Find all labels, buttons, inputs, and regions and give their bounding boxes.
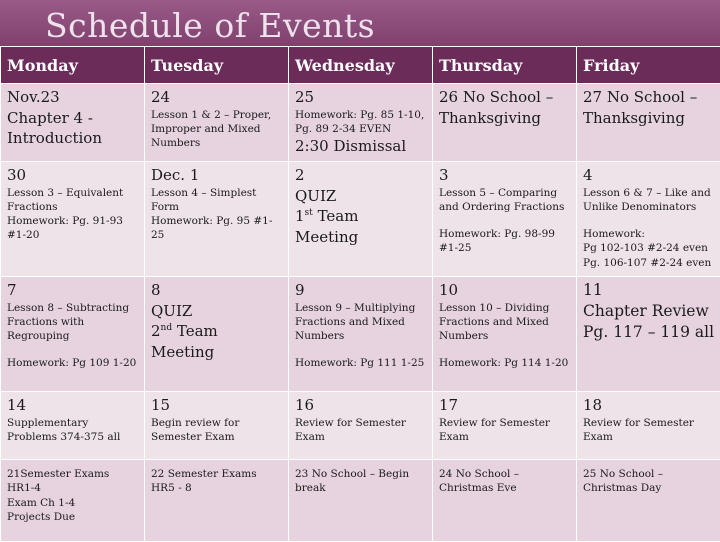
day-cell: [289, 277, 433, 392]
cell-note: Supplementary Problems 374-375 all: [7, 416, 139, 445]
day-cell: [145, 460, 289, 542]
cell-date: 17: [439, 395, 571, 416]
cell-date: 2: [295, 165, 427, 186]
cell-note: Review for Semester Exam: [439, 416, 571, 445]
day-cell: [1, 277, 145, 392]
cell-date: 3: [439, 165, 571, 186]
day-cell: [289, 162, 433, 277]
cell-date: 16: [295, 395, 427, 416]
cell-note: 25 No School – Christmas Day: [583, 467, 715, 496]
cell-note: Lesson 1 & 2 – Proper, Improper and Mixed Numbers: [151, 108, 283, 151]
cell-meeting: Meeting: [295, 227, 427, 248]
cell-note: Lesson 3 – Equivalent Fractions Homework: Pg. 91-93 #1-20: [7, 186, 139, 243]
week-row: [1, 84, 720, 162]
page-title: Schedule of Events: [45, 6, 375, 45]
cell-date: 14: [7, 395, 139, 416]
cell-homework: Homework: Pg 111 1-25: [295, 356, 427, 370]
day-cell: [145, 392, 289, 460]
week-row: [1, 277, 720, 392]
cell-date: 18: [583, 395, 715, 416]
week-row: [1, 162, 720, 277]
cell-note: Review for Semester Exam: [295, 416, 427, 445]
day-cell: [289, 84, 433, 162]
day-cell: [433, 277, 577, 392]
cell-homework: Homework: Pg. 98-99 #1-25: [439, 227, 571, 256]
cell-date: 24: [151, 87, 283, 108]
cell-date: 15: [151, 395, 283, 416]
cell-heading: Nov.23 Chapter 4 - Introduction: [7, 87, 139, 149]
cell-homework: Homework: Pg 102-103 #2-24 even Pg. 106-107 #2-24 even: [583, 227, 715, 270]
cell-date: 8: [151, 280, 283, 301]
cell-note: Lesson 6 & 7 – Like and Unlike Denominators: [583, 186, 715, 215]
day-cell: [433, 460, 577, 542]
cell-date: 9: [295, 280, 427, 301]
cell-date: 25: [295, 87, 427, 108]
header-monday: Monday: [1, 47, 145, 84]
day-cell: [577, 277, 720, 392]
day-cell: [1, 460, 145, 542]
cell-date: 10: [439, 280, 571, 301]
cell-note: Homework: Pg. 85 1-10, Pg. 89 2-34 EVEN: [295, 108, 427, 137]
header-wednesday: Wednesday: [289, 47, 433, 84]
cell-note: 24 No School – Christmas Eve: [439, 467, 571, 496]
day-cell: [145, 162, 289, 277]
cell-note: 22 Semester Exams HR5 - 8: [151, 467, 283, 496]
header-tuesday: Tuesday: [145, 47, 289, 84]
cell-date: 4: [583, 165, 715, 186]
cell-team: 2nd Team: [151, 321, 283, 342]
week-row: [1, 392, 720, 460]
day-cell: [577, 460, 720, 542]
day-cell: [433, 162, 577, 277]
cell-note: Lesson 9 – Multiplying Fractions and Mixed Numbers: [295, 301, 427, 344]
cell-heading: 27 No School – Thanksgiving: [583, 87, 715, 128]
cell-date: 30: [7, 165, 139, 186]
day-cell: [1, 392, 145, 460]
cell-note: Lesson 8 – Subtracting Fractions with Regrouping: [7, 301, 139, 344]
header-friday: Friday: [577, 47, 720, 84]
schedule-table: [0, 46, 720, 542]
cell-note: 21Semester Exams HR1-4 Exam Ch 1-4 Projects Due: [7, 467, 139, 524]
week-row: [1, 460, 720, 542]
cell-team: 1st Team: [295, 206, 427, 227]
day-cell: [289, 392, 433, 460]
cell-quiz: QUIZ: [151, 301, 283, 322]
day-cell: [145, 277, 289, 392]
cell-note: Lesson 10 – Dividing Fractions and Mixed Numbers: [439, 301, 571, 344]
cell-extra: 2:30 Dismissal: [295, 136, 427, 157]
cell-note: Review for Semester Exam: [583, 416, 715, 445]
day-cell: [433, 84, 577, 162]
day-cell: [1, 162, 145, 277]
header-row: [1, 47, 720, 84]
header-thursday: Thursday: [433, 47, 577, 84]
cell-homework: Homework: Pg 109 1-20: [7, 356, 139, 370]
day-cell: [1, 84, 145, 162]
day-cell: [289, 460, 433, 542]
cell-note: Begin review for Semester Exam: [151, 416, 283, 445]
day-cell: [433, 392, 577, 460]
cell-heading: 26 No School – Thanksgiving: [439, 87, 571, 128]
cell-meeting: Meeting: [151, 342, 283, 363]
day-cell: [145, 84, 289, 162]
day-cell: [577, 392, 720, 460]
day-cell: [577, 162, 720, 277]
cell-date: Dec. 1: [151, 165, 283, 186]
cell-note: Lesson 4 – Simplest Form Homework: Pg. 95 #1-25: [151, 186, 283, 243]
cell-quiz: QUIZ: [295, 186, 427, 207]
cell-heading: 11 Chapter Review Pg. 117 – 119 all: [583, 280, 715, 343]
cell-note: Lesson 5 – Comparing and Ordering Fractions: [439, 186, 571, 215]
cell-date: 7: [7, 280, 139, 301]
cell-note: 23 No School – Begin break: [295, 467, 427, 496]
cell-homework: Homework: Pg 114 1-20: [439, 356, 571, 370]
day-cell: [577, 84, 720, 162]
